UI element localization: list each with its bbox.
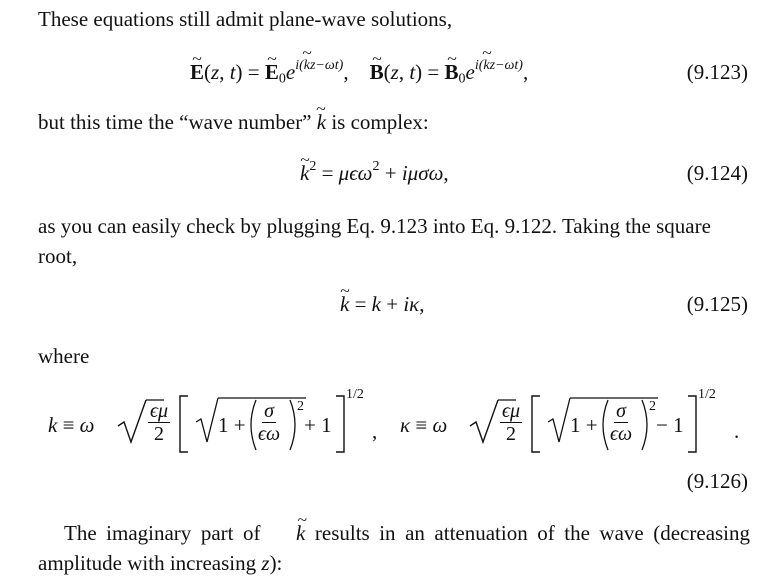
left-bracket	[178, 396, 192, 452]
paragraph-text: The imaginary part of	[64, 521, 261, 545]
paragraph-plane-wave: These equations still admit plane-wave solutions,	[38, 7, 453, 31]
paragraph-text: ):	[269, 551, 283, 575]
equation-9-123: ~ E(z, t) = ~ $E_0e^{i(kz-\omega t)}$, ~ B(z, t) = ~ $B_0e^{i(kz-\omega t)}$,	[190, 57, 528, 87]
exponent-two: 2	[649, 399, 656, 414]
equation-number-9-123: (9.123)	[686, 60, 748, 84]
sqrt-sign	[118, 398, 148, 448]
paragraph-where: where	[38, 344, 90, 368]
equation-9-124: ~ $k^2 = \mu\epsilon\omega^2 + i\mu\sigma\omega$,	[300, 158, 449, 188]
equation-number-9-124: (9.124)	[686, 161, 748, 185]
equation-number-9-125: (9.125)	[686, 292, 748, 316]
k-tilde-symbol: ~ k	[270, 518, 305, 548]
sqrt-sign-inner	[548, 398, 572, 446]
paragraph-text: but this time the “wave number”	[38, 110, 312, 134]
exponent-half: 1/2	[346, 387, 364, 402]
paragraph-attenuation	[38, 518, 750, 578]
variable-z: z	[261, 551, 270, 575]
paragraph-complex-wave-number	[38, 107, 750, 137]
sqrt-sign-inner	[196, 398, 220, 446]
left-bracket	[530, 396, 544, 452]
paragraph-text: results in an attenuation of the wave (decreasing amplitude with increasing	[38, 521, 751, 575]
equation-9-125: ~ k = k + iκ,	[340, 289, 425, 319]
paragraph-square-root: as you can easily check by plugging Eq. 9.123 into Eq. 9.122. Taking the square root,	[38, 214, 711, 268]
paragraph-text: is complex:	[331, 110, 429, 134]
textbook-page: These equations still admit plane-wave solutions, ~ E(z, t) = ~ $E_0e^{i(kz-\omega t)}$, ~ B(z, t) = ~ $B_0e^{i(kz-\omega t)}$, (9.123) but this time the “wave number” ~ k is complex: ~ $k^2 = \mu\epsilon\omega^2 + i\mu\sigma\omega$, (9.124) as you can easily check by plugging Eq. 9.123 into Eq. 9.122. Taking the square root, ~ k = k + iκ, (9.125) where k ≡ ω $\frac{\epsilon\mu}{2}$ 1 + $\frac{\sigma}{\epsilon\omega}$ 2 + 1 1/2 , κ ≡ ω $\frac{\epsilon\mu}{2}$ 1 + $\frac{\sigma}{\epsilon\omega}$ 2 − 1 1/2 . (9.126) The imaginary part of ~ k results in an attenuation of the wave (decreasing amplitude with increasing z):	[0, 0, 771, 586]
sqrt-sign	[470, 398, 500, 448]
k-tilde-symbol: ~ k	[317, 107, 326, 137]
equation-number-9-126: (9.126)	[686, 469, 748, 493]
exponent-half: 1/2	[698, 387, 716, 402]
exponent-two: 2	[297, 399, 304, 414]
